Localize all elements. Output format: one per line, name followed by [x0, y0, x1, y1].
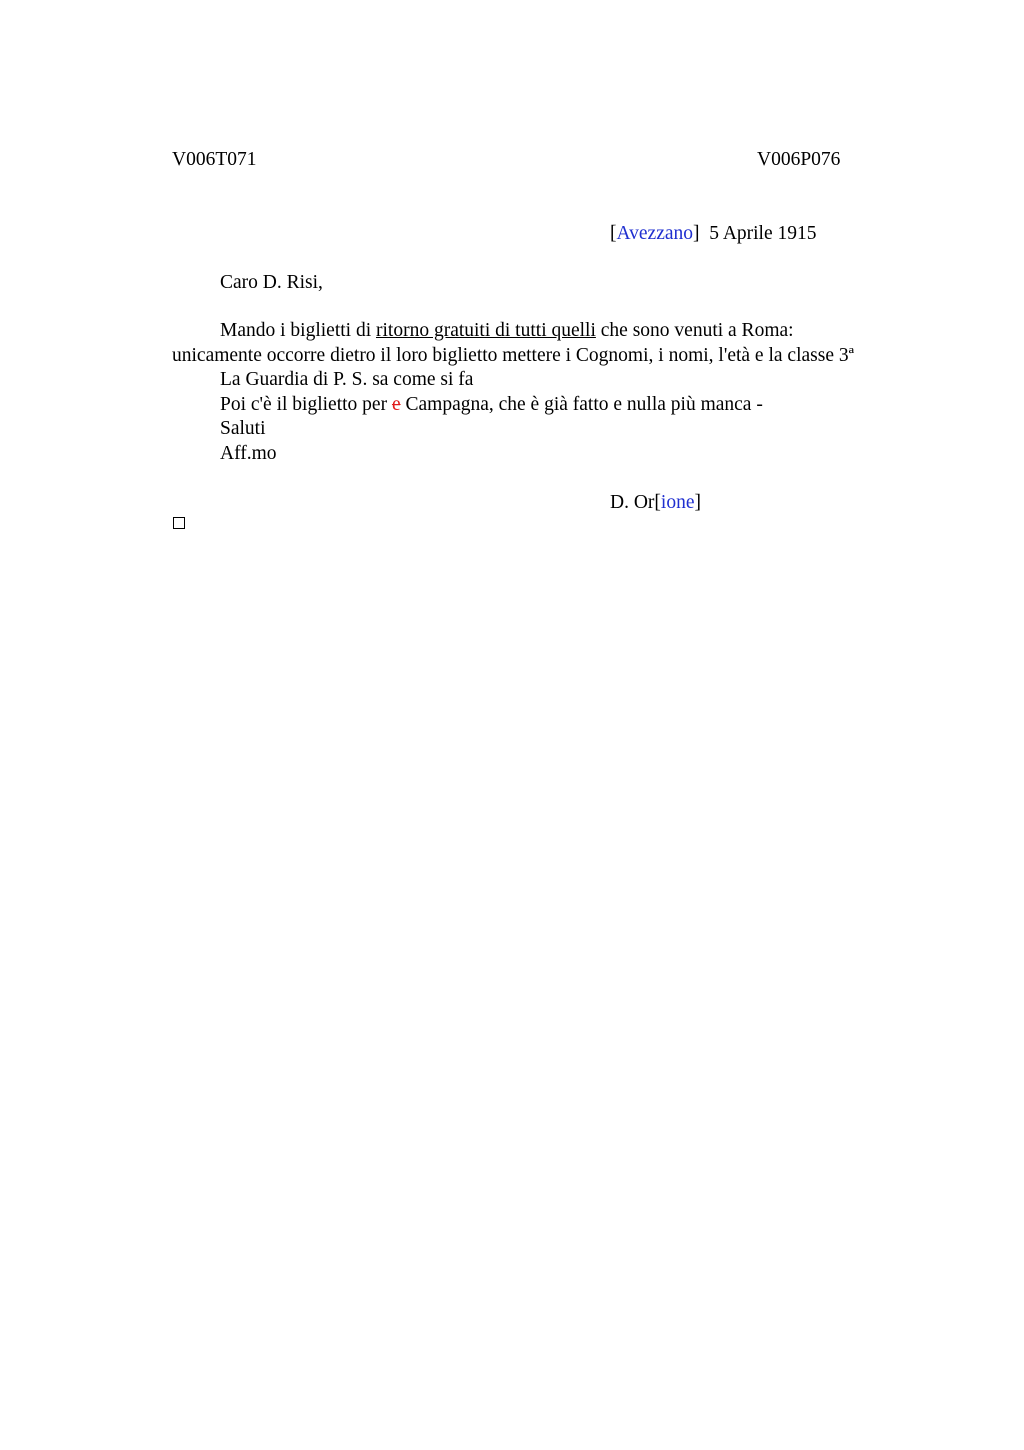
letter-line-5: Saluti [220, 418, 266, 439]
letter-line-1-underlined: ritorno gratuiti di tutti quelli [376, 320, 596, 341]
signature-prefix: D. Or [610, 492, 655, 513]
document-code-left: V006T071 [172, 149, 257, 170]
dateline-place: Avezzano [616, 223, 694, 244]
letter-line-3: La Guardia di P. S. sa come si fa [220, 369, 474, 390]
letter-line-4 [220, 395, 763, 415]
signature-completion: ione [660, 492, 695, 513]
letter-line-1-post: che sono venuti a Roma: [595, 320, 794, 341]
dateline-bracket-open: [ [610, 223, 617, 244]
signature [610, 493, 701, 513]
end-marker-box [173, 517, 185, 529]
letter-line-4-pre: Poi c'è il biglietto per [220, 394, 392, 415]
letter-line-4-post: Campagna, che è già fatto e nulla più manca - [400, 394, 763, 415]
deleted-word: e [391, 394, 401, 415]
letter-line-1-pre: Mando i biglietti di [220, 320, 376, 341]
salutation: Caro D. Risi, [220, 272, 323, 293]
signature-bracket-open: [ [654, 492, 661, 513]
dateline [610, 224, 817, 244]
letter-line-6: Aff.mo [220, 443, 277, 464]
letter-line-2: unicamente occorre dietro il loro biglietto mettere i Cognomi, i nomi, l'età e la classe 3ª [172, 345, 854, 366]
document-code-right: V006P076 [757, 149, 841, 170]
signature-bracket-close: ] [694, 492, 701, 513]
dateline-bracket-close: ] [693, 223, 700, 244]
dateline-date: 5 Aprile 1915 [709, 223, 817, 244]
letter-line-1 [220, 321, 794, 341]
